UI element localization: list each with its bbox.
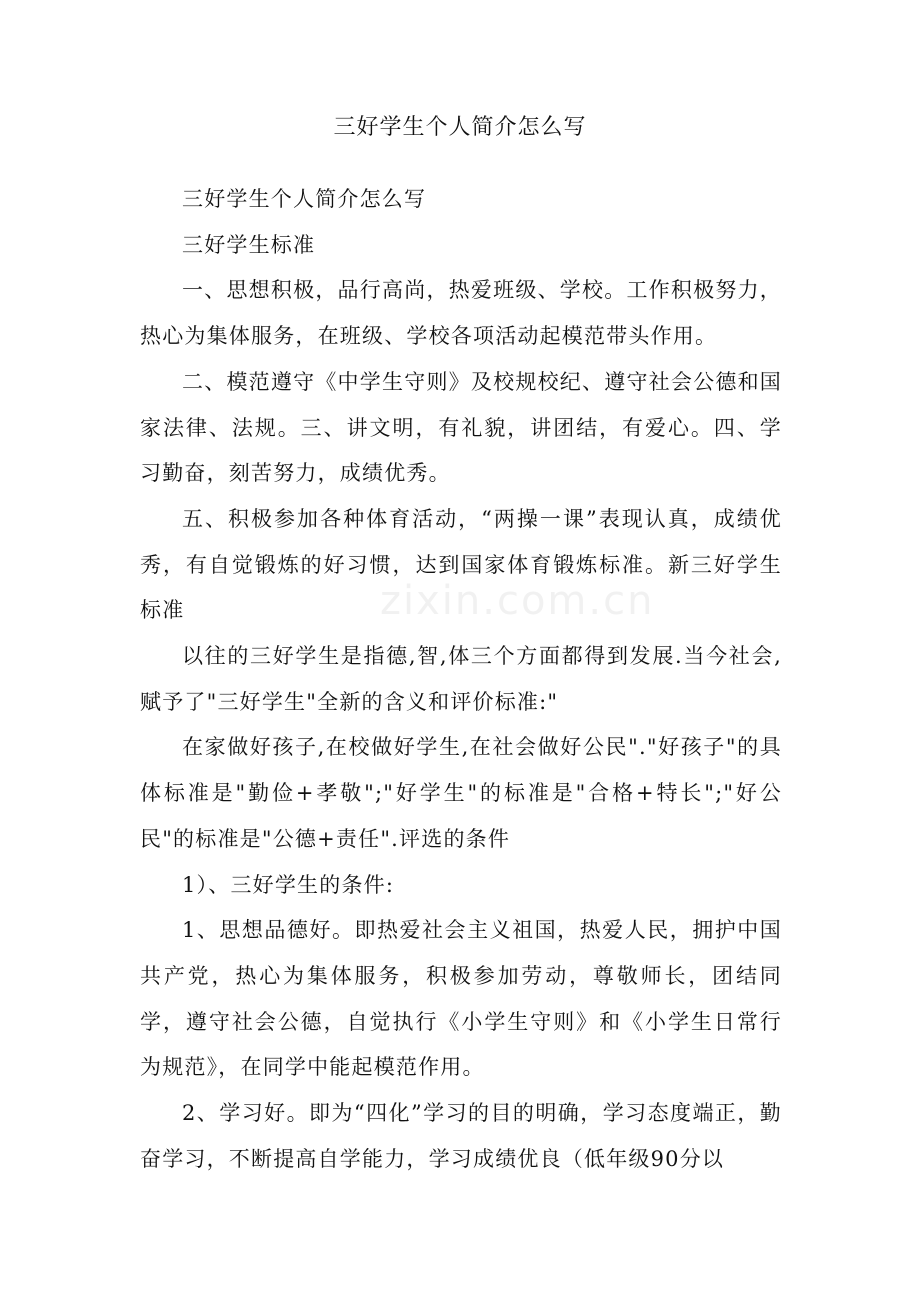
document-body: [140, 177, 782, 1182]
paragraph-heading: 三好学生个人简介怎么写: [182, 187, 427, 211]
document-title: 三好学生个人简介怎么写: [333, 115, 587, 140]
paragraph-standard-1: 一、思想积极，品行高尚，热爱班级、学校。工作积极努力，热心为集体服务，在班级、学校各项活动起模范带头作用。: [140, 278, 782, 349]
paragraph-condition-2: 2、学习好。即为“四化”学习的目的明确，学习态度端正，勤奋学习，不断提高自学能力，学习成绩优良（低年级90分以: [140, 1101, 782, 1171]
paragraph-conditions-heading: 1）、三好学生的条件:: [182, 872, 395, 897]
paragraph-standard-5: 五、积极参加各种体育活动，“两操一课”表现认真，成绩优秀，有自觉锻炼的好习惯，达到国家体育锻炼标准。新三好学生标准: [140, 506, 782, 623]
paragraph-new-meaning: 在家做好孩子,在校做好学生,在社会做好公民"."好孩子"的具体标准是"勤俭+孝敬";"好学生"的标准是"合格+特长";"好公民"的标准是"公德+责任".评选的条件: [140, 735, 782, 851]
paragraph-past-meaning: 以往的三好学生是指德,智,体三个方面都得到发展.当今社会,赋予了"三好学生"全新的含义和评价标准:": [140, 644, 782, 714]
paragraph-standard-2: 二、模范遵守《中学生守则》及校规校纪、遵守社会公德和国家法律、法规。三、讲文明，有礼貌，讲团结，有爱心。四、学习勤奋，刻苦努力，成绩优秀。: [140, 369, 782, 486]
paragraph-standard-heading: 三好学生标准: [182, 232, 316, 257]
watermark: zixin.com.cn: [380, 578, 655, 624]
paragraph-condition-1: 1、思想品德好。即热爱社会主义祖国，热爱人民，拥护中国共产党，热心为集体服务，积极参加劳动，尊敬师长，团结同学，遵守社会公德，自觉执行《小学生守则》和《小学生日常行为规范》，在同学中能起模范作用。: [140, 918, 782, 1080]
